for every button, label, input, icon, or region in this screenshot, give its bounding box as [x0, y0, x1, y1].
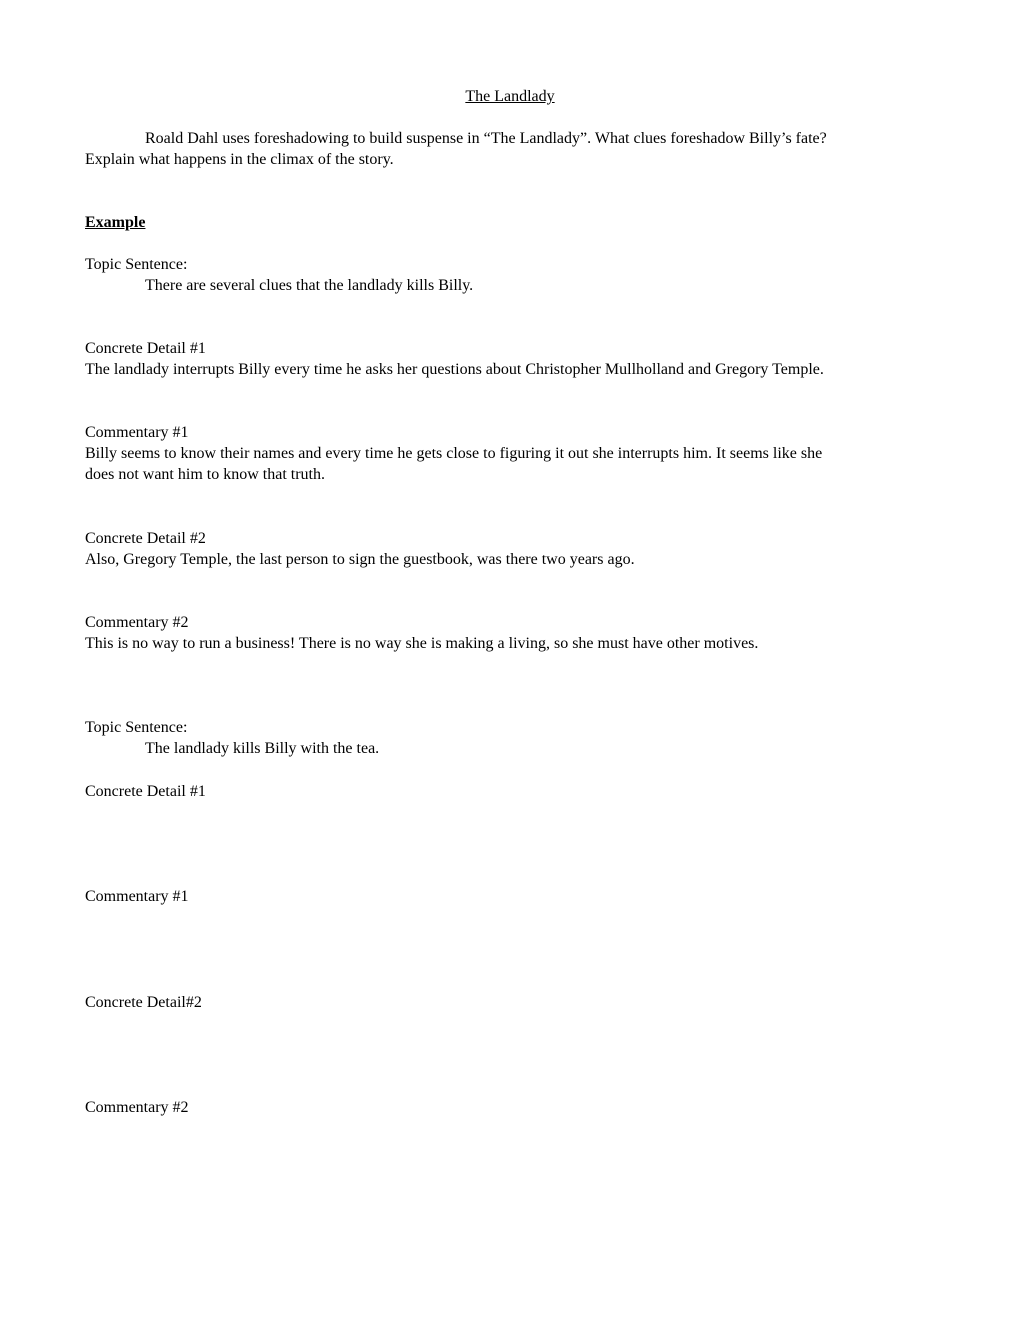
prompt-line-1: Roald Dahl uses foreshadowing to build suspense in “The Landlady”. What clues foreshadow Billy’s fate?	[145, 130, 827, 147]
example-detail2-text: Also, Gregory Temple, the last person to sign the guestbook, was there two years ago.	[85, 551, 635, 568]
example-commentary1-label: Commentary #1	[85, 424, 189, 441]
example-commentary2-label: Commentary #2	[85, 614, 189, 631]
prompt-line-2: Explain what happens in the climax of the story.	[85, 151, 394, 168]
example-heading: Example	[85, 214, 146, 231]
example-commentary2-text: This is no way to run a business! There is no way she is making a living, so she must have other motives.	[85, 635, 759, 652]
example-commentary1-line2: does not want him to know that truth.	[85, 466, 325, 483]
practice-commentary2-label: Commentary #2	[85, 1099, 189, 1116]
example-detail1-label: Concrete Detail #1	[85, 340, 206, 357]
example-commentary1-line1: Billy seems to know their names and every time he gets close to figuring it out she interrupts him. It seems like she	[85, 445, 823, 462]
practice-commentary1-label: Commentary #1	[85, 888, 189, 905]
example-topic-label: Topic Sentence:	[85, 256, 188, 273]
practice-topic-text: The landlady kills Billy with the tea.	[145, 740, 380, 757]
practice-topic-label: Topic Sentence:	[85, 719, 188, 736]
example-detail2-label: Concrete Detail #2	[85, 530, 206, 547]
example-topic-text: There are several clues that the landlady kills Billy.	[145, 277, 474, 294]
practice-detail2-label: Concrete Detail#2	[85, 994, 202, 1011]
page-title: The Landlady	[465, 88, 555, 105]
practice-detail1-label: Concrete Detail #1	[85, 783, 206, 800]
example-detail1-text: The landlady interrupts Billy every time he asks her questions about Christopher Mullholland and Gregory Temple.	[85, 361, 824, 378]
